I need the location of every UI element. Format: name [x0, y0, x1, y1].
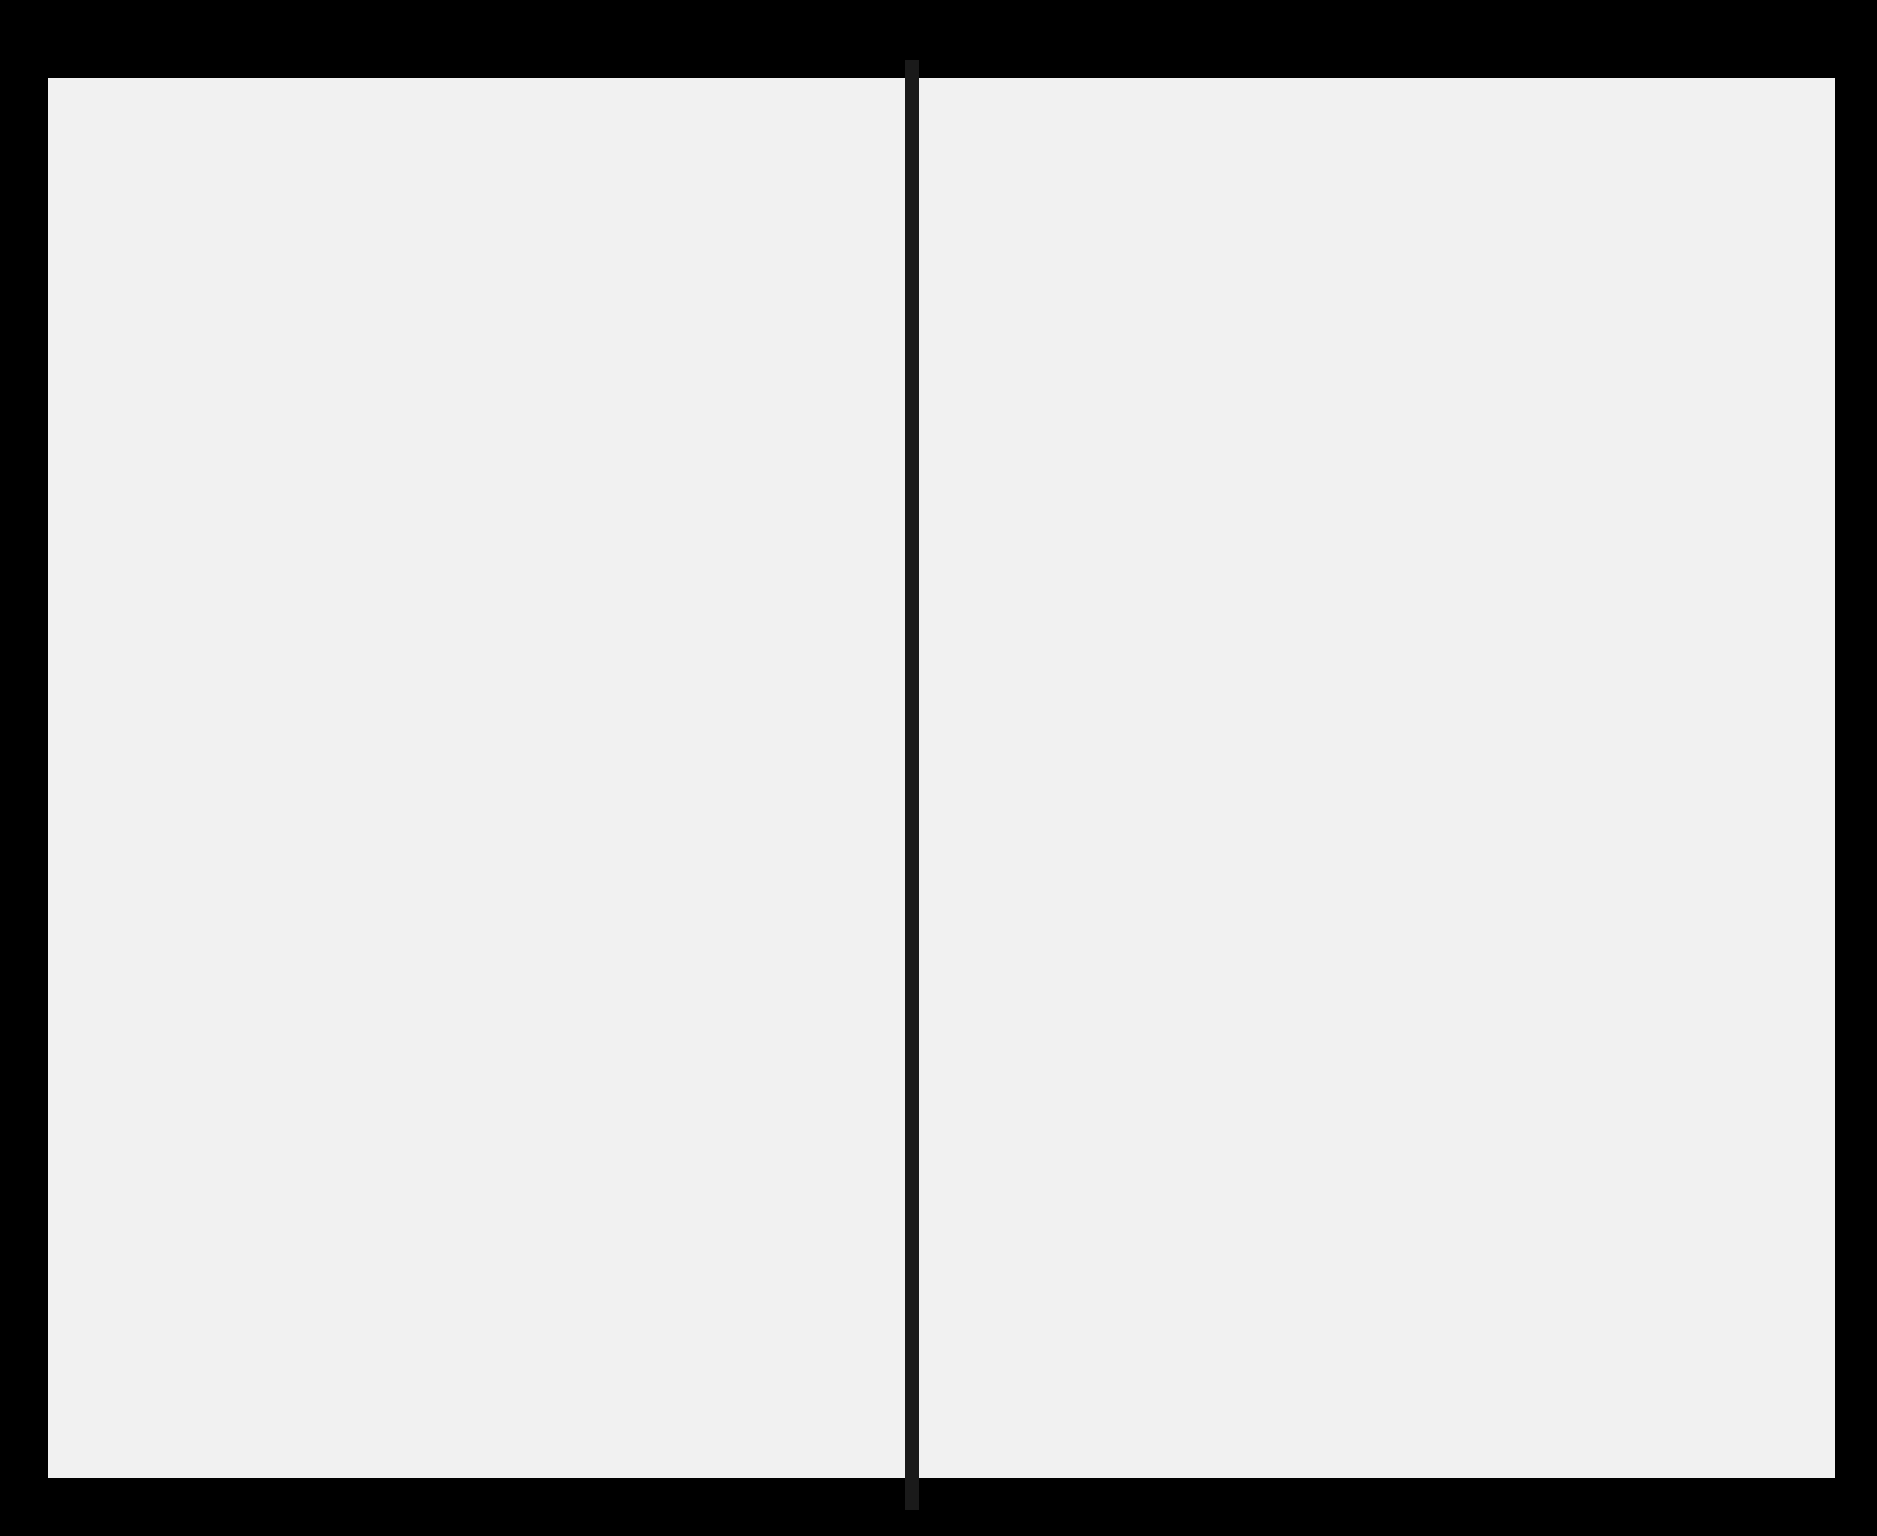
rules-text: [1530, 412, 1785, 1380]
book-gutter: [905, 60, 919, 1510]
left-page: [48, 78, 918, 1478]
